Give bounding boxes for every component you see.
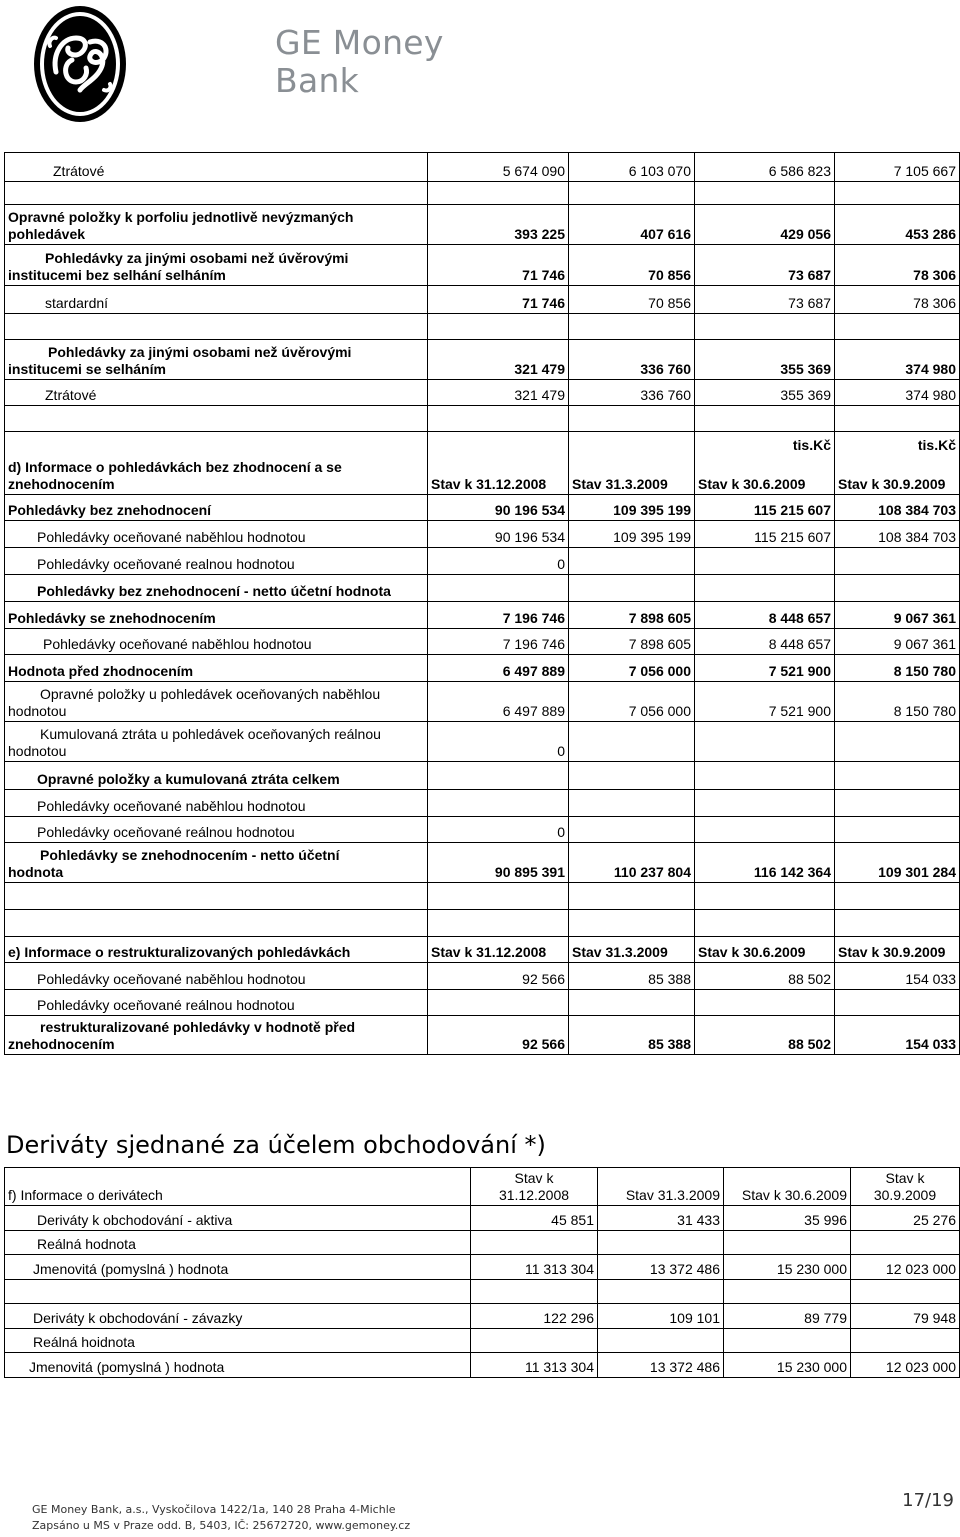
cell-value (428, 990, 569, 1016)
row-label (5, 722, 428, 762)
cell-value (851, 1231, 960, 1255)
cell-value: 73 687 (695, 245, 835, 286)
table-row (5, 1231, 960, 1255)
footer-registration: Zapsáno u MS v Praze odd. B, 5403, IČ: 25672720, www.gemoney.cz (32, 1519, 411, 1532)
table-header-row (5, 432, 960, 495)
table-row (5, 521, 960, 548)
column-header (695, 432, 835, 495)
column-header (835, 432, 960, 495)
cell-value: 0 (428, 548, 569, 575)
row-label: Pohledávky oceňované reálnou hodnotou (5, 817, 428, 843)
cell-value: 321 479 (428, 380, 569, 406)
bank-name-line2: Bank (275, 61, 360, 100)
ge-logo (32, 2, 128, 126)
table-row (5, 380, 960, 406)
cell-value: 8 150 780 (835, 655, 960, 682)
table-row (5, 1353, 960, 1378)
table-row (5, 790, 960, 817)
cell-value (835, 817, 960, 843)
cell-value: 79 948 (851, 1304, 960, 1329)
cell-value: 7 056 000 (569, 682, 695, 722)
cell-value: 85 388 (569, 1016, 695, 1055)
table-row (5, 817, 960, 843)
cell-value: 92 566 (428, 1016, 569, 1055)
table-row (5, 762, 960, 790)
cell-value: 12 023 000 (851, 1255, 960, 1280)
footer (32, 1502, 410, 1534)
cell-value: 11 313 304 (471, 1255, 598, 1280)
column-header: Stav k 30.6.2009 (695, 937, 835, 963)
row-label-line2: institucemi se selháním (8, 361, 166, 377)
cell-value (835, 990, 960, 1016)
table-header-row (5, 937, 960, 963)
column-header (471, 1168, 598, 1206)
cell-value (835, 575, 960, 602)
cell-value: 90 196 534 (428, 521, 569, 548)
cell-value: 6 586 823 (695, 153, 835, 182)
impaired-receivables-table (4, 152, 960, 432)
column-header-line1: Stav k (885, 1170, 925, 1186)
row-label: Ztrátové (5, 153, 428, 182)
row-label: Pohledávky bez znehodnocení (5, 495, 428, 521)
cell-value: 115 215 607 (695, 521, 835, 548)
table-row (5, 910, 960, 937)
cell-value: 9 067 361 (835, 602, 960, 629)
cell-value: 8 150 780 (835, 682, 960, 722)
cell-value: 90 196 534 (428, 495, 569, 521)
table-row (5, 286, 960, 314)
table-row (5, 883, 960, 910)
row-label: Pohledávky oceňované reálnou hodnotou (5, 990, 428, 1016)
row-label (5, 340, 428, 380)
cell-value: 374 980 (835, 380, 960, 406)
cell-value: 9 067 361 (835, 629, 960, 655)
cell-value: 154 033 (835, 1016, 960, 1055)
row-label-line1: restrukturalizované pohledávky v hodnotě před (40, 1019, 356, 1035)
table-row (5, 682, 960, 722)
column-header (851, 1168, 960, 1206)
cell-value: 7 196 746 (428, 602, 569, 629)
row-label: stardardní (5, 286, 428, 314)
cell-value (569, 575, 695, 602)
cell-value (569, 762, 695, 790)
row-label-line2: hodnotou (8, 743, 67, 759)
table-row (5, 1255, 960, 1280)
cell-value (724, 1231, 851, 1255)
cell-value: 25 276 (851, 1206, 960, 1231)
table-row (5, 495, 960, 521)
cell-value: 374 980 (835, 340, 960, 380)
table-row (5, 963, 960, 990)
column-header: Stav 31.3.2009 (598, 1168, 724, 1206)
cell-value (835, 762, 960, 790)
row-label: Pohledávky se znehodnocením (5, 602, 428, 629)
cell-value: 13 372 486 (598, 1255, 724, 1280)
column-header: Stav k 31.12.2008 (428, 937, 569, 963)
cell-value: 453 286 (835, 205, 960, 245)
table-row (5, 182, 960, 205)
row-label-line2: hodnota (8, 864, 64, 880)
cell-value (695, 575, 835, 602)
row-label: Ztrátové (5, 380, 428, 406)
cell-value: 7 196 746 (428, 629, 569, 655)
row-label: Pohledávky oceňované naběhlou hodnotou (5, 521, 428, 548)
cell-value: 45 851 (471, 1206, 598, 1231)
cell-value: 7 056 000 (569, 655, 695, 682)
cell-value (569, 817, 695, 843)
row-label: Pohledávky oceňované naběhlou hodnotou (5, 629, 428, 655)
cell-value: 31 433 (598, 1206, 724, 1231)
cell-value: 88 502 (695, 1016, 835, 1055)
table-header-row (5, 1168, 960, 1206)
row-label-line2: institucemi bez selhání selháním (8, 267, 226, 283)
cell-value: 7 521 900 (695, 682, 835, 722)
cell-value (851, 1329, 960, 1353)
cell-value: 7 898 605 (569, 602, 695, 629)
footer-address: GE Money Bank, a.s., Vyskočilova 1422/1a, 140 28 Praha 4-Michle (32, 1503, 396, 1516)
cell-value: 85 388 (569, 963, 695, 990)
cell-value (695, 548, 835, 575)
row-label: Deriváty k obchodování - závazky (5, 1304, 471, 1329)
cell-value: 5 674 090 (428, 153, 569, 182)
cell-value: 355 369 (695, 380, 835, 406)
row-label-line1: Pohledávky se znehodnocením - netto účetní (40, 847, 340, 863)
cell-value: 7 521 900 (695, 655, 835, 682)
cell-value: 35 996 (724, 1206, 851, 1231)
cell-value (598, 1231, 724, 1255)
cell-value: 8 448 657 (695, 602, 835, 629)
cell-value: 11 313 304 (471, 1353, 598, 1378)
cell-value: 115 215 607 (695, 495, 835, 521)
cell-value: 78 306 (835, 286, 960, 314)
row-label (5, 245, 428, 286)
cell-value: 90 895 391 (428, 843, 569, 883)
cell-value: 336 760 (569, 380, 695, 406)
cell-value: 89 779 (724, 1304, 851, 1329)
derivatives-table (4, 1167, 960, 1378)
cell-value: 116 142 364 (695, 843, 835, 883)
table-row (5, 153, 960, 182)
row-label: Jmenovitá (pomyslná ) hodnota (5, 1255, 471, 1280)
column-header-line2: 31.12.2008 (498, 1187, 570, 1203)
cell-value: 407 616 (569, 205, 695, 245)
table-row (5, 1304, 960, 1329)
cell-value (598, 1329, 724, 1353)
cell-value: 73 687 (695, 286, 835, 314)
column-header-text: Stav k 30.6.2009 (698, 476, 806, 492)
row-label-line1: Pohledávky za jinými osobami než úvěrovými (45, 250, 349, 266)
row-label: Hodnota před zhodnocením (5, 655, 428, 682)
column-header: Stav k 30.9.2009 (835, 937, 960, 963)
cell-value (724, 1329, 851, 1353)
cell-value (428, 762, 569, 790)
row-label-line1: Pohledávky za jinými osobami než úvěrovými (48, 344, 352, 360)
cell-value: 8 448 657 (695, 629, 835, 655)
table-row (5, 575, 960, 602)
table-row (5, 1329, 960, 1353)
cell-value: 393 225 (428, 205, 569, 245)
row-label-line2: znehodnocením (8, 1036, 115, 1052)
table-row (5, 1280, 960, 1304)
column-header: Stav k 30.6.2009 (724, 1168, 851, 1206)
cell-value: 108 384 703 (835, 495, 960, 521)
section-header: e) Informace o restrukturalizovaných pohledávkách (5, 937, 428, 963)
row-label: Opravné položky a kumulovaná ztráta celkem (5, 762, 428, 790)
cell-value (695, 817, 835, 843)
cell-value: 78 306 (835, 245, 960, 286)
column-header: Stav k 31.12.2008 (428, 432, 569, 495)
cell-value: 13 372 486 (598, 1353, 724, 1378)
table-row (5, 205, 960, 245)
cell-value: 92 566 (428, 963, 569, 990)
row-label: Pohledávky oceňované naběhlou hodnotou (5, 963, 428, 990)
row-label: Deriváty k obchodování - aktiva (5, 1206, 471, 1231)
row-label: Pohledávky oceňované naběhlou hodnotou (5, 790, 428, 817)
cell-value: 109 395 199 (569, 495, 695, 521)
row-label: Reálná hoidnota (5, 1329, 471, 1353)
page-number: 17/19 (902, 1490, 954, 1511)
row-label: Pohledávky oceňované realnou hodnotou (5, 548, 428, 575)
cell-value (569, 722, 695, 762)
row-label: Opravné položky k porfoliu jednotlivě nevýzmaných pohledávek (5, 205, 428, 245)
cell-value: 6 103 070 (569, 153, 695, 182)
cell-value: 15 230 000 (724, 1255, 851, 1280)
row-label-line2: hodnotou (8, 703, 67, 719)
column-header-line1: Stav k (514, 1170, 554, 1186)
table-row (5, 406, 960, 432)
cell-value: 0 (428, 817, 569, 843)
cell-value (835, 722, 960, 762)
section-title: Deriváty sjednané za účelem obchodování *) (6, 1131, 546, 1159)
cell-value: 109 101 (598, 1304, 724, 1329)
cell-value: 109 395 199 (569, 521, 695, 548)
cell-value: 88 502 (695, 963, 835, 990)
row-label-line1: Opravné položky u pohledávek oceňovaných naběhlou (40, 686, 381, 702)
cell-value (695, 790, 835, 817)
table-row (5, 990, 960, 1016)
cell-value (569, 790, 695, 817)
table-row (5, 314, 960, 340)
table-title: f) Informace o derivátech (5, 1168, 471, 1206)
cell-value (471, 1329, 598, 1353)
table-row (5, 1016, 960, 1055)
cell-value (428, 575, 569, 602)
cell-value: 6 497 889 (428, 655, 569, 682)
column-header-text: Stav k 30.9.2009 (838, 476, 946, 492)
row-label (5, 682, 428, 722)
cell-value (428, 790, 569, 817)
row-label-line1: Kumulovaná ztráta u pohledávek oceňovaných reálnou (40, 726, 381, 742)
table-row (5, 245, 960, 286)
table-row (5, 340, 960, 380)
column-header-line2: 30.9.2009 (873, 1187, 937, 1203)
cell-value: 71 746 (428, 286, 569, 314)
cell-value (569, 990, 695, 1016)
cell-value: 109 301 284 (835, 843, 960, 883)
table-row (5, 629, 960, 655)
cell-value: 6 497 889 (428, 682, 569, 722)
table-row (5, 655, 960, 682)
cell-value: 321 479 (428, 340, 569, 380)
cell-value: 7 898 605 (569, 629, 695, 655)
cell-value (835, 548, 960, 575)
cell-value (471, 1231, 598, 1255)
cell-value: 7 105 667 (835, 153, 960, 182)
cell-value: 355 369 (695, 340, 835, 380)
cell-value (569, 548, 695, 575)
cell-value: 71 746 (428, 245, 569, 286)
cell-value: 110 237 804 (569, 843, 695, 883)
table-row (5, 1206, 960, 1231)
column-header: Stav 31.3.2009 (569, 432, 695, 495)
cell-value: 15 230 000 (724, 1353, 851, 1378)
cell-value: 336 760 (569, 340, 695, 380)
cell-value: 70 856 (569, 286, 695, 314)
cell-value: 12 023 000 (851, 1353, 960, 1378)
unit-label: tis.Kč (917, 437, 956, 453)
table-row (5, 602, 960, 629)
table-title: d) Informace o pohledávkách bez zhodnocení a se znehodnocením (5, 432, 428, 495)
row-label: Reálná hodnota (5, 1231, 471, 1255)
row-label: Pohledávky bez znehodnocení - netto účetní hodnota (5, 575, 428, 602)
cell-value: 429 056 (695, 205, 835, 245)
row-label (5, 843, 428, 883)
cell-value: 154 033 (835, 963, 960, 990)
cell-value: 122 296 (471, 1304, 598, 1329)
cell-value (695, 722, 835, 762)
cell-value: 108 384 703 (835, 521, 960, 548)
unit-label: tis.Kč (792, 437, 831, 453)
cell-value: 70 856 (569, 245, 695, 286)
cell-value (695, 990, 835, 1016)
bank-name (275, 24, 444, 100)
column-header: Stav 31.3.2009 (569, 937, 695, 963)
cell-value (835, 790, 960, 817)
row-label: Jmenovitá (pomyslná ) hodnota (5, 1353, 471, 1378)
table-row (5, 548, 960, 575)
table-row (5, 843, 960, 883)
cell-value: 0 (428, 722, 569, 762)
table-row (5, 722, 960, 762)
row-label (5, 1016, 428, 1055)
receivables-impairment-table (4, 431, 960, 1055)
bank-name-line1: GE Money (275, 23, 444, 62)
cell-value (695, 762, 835, 790)
